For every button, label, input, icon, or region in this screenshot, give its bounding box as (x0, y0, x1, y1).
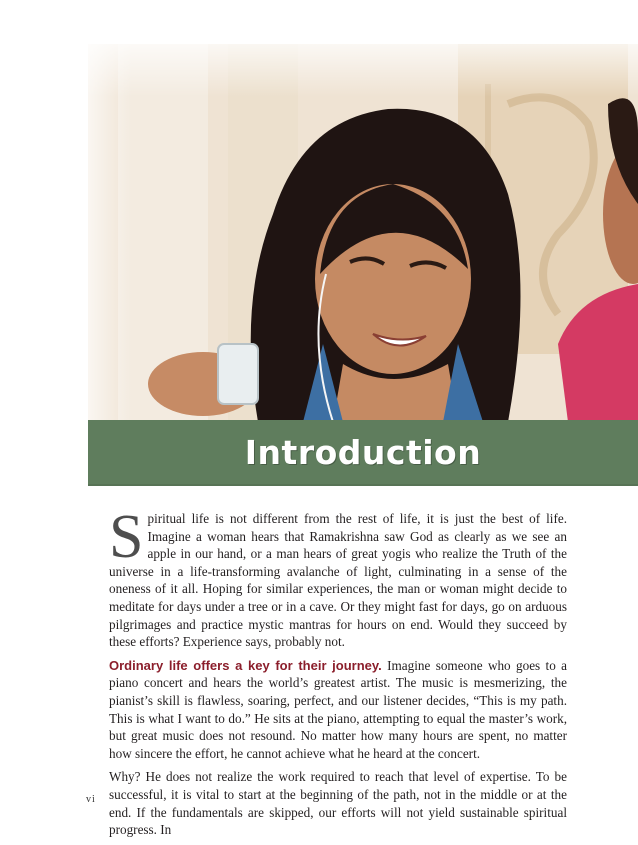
body-text (109, 503, 567, 845)
paragraph-2 (109, 657, 567, 763)
photo-illustration (88, 44, 638, 422)
paragraph-1 (109, 503, 567, 651)
paragraph-3-text: Why? He does not realize the work required to reach that level of expertise. To be successful, it is vital to start at the beginning of the path, not in the middle or at the end. If the fundamentals are skipped, our efforts will not yield sustainable spiritual progress. In (109, 769, 567, 838)
page-number: vi (86, 794, 96, 805)
cover-photo (88, 44, 638, 422)
paragraph-2-text: Imagine someone who goes to a piano concert and hears the world’s greatest artist. The music is mesmerizing, the pianist’s skill is flawless, soaring, perfect, and our listener decides, “This is my path. This is what I want to do.” He sits at the piano, attempting to equal the master’s work, but great music does not resound. No matter how many hours are spent, no matter how sincere the effort, he cannot achieve what he heard at the concert. (109, 657, 567, 761)
paragraph-2-lead-in: Ordinary life offers a key for their journey. (109, 657, 382, 673)
page-title: Introduction (244, 433, 482, 472)
paragraph-3 (109, 768, 567, 838)
title-banner (88, 420, 638, 486)
paragraph-1-text: piritual life is not different from the rest of life, it is just the best of life. Imagine a woman hears that Ramakrishna saw God as clearly as we see an apple in our hand, or a man hears of great yogis who realize the Truth of the universe in a life-transforming avalanche of light, culminating in a sense of the oneness of it all. Hoping for similar experiences, the man or woman might decide to meditate for days under a tree or in a cave. Or they might fast for days, go on arduous pilgrimages and practice mystic mantras for hours on end. Would they succeed by these efforts? Experience says, probably not. (109, 511, 567, 650)
drop-cap: S (109, 503, 144, 571)
